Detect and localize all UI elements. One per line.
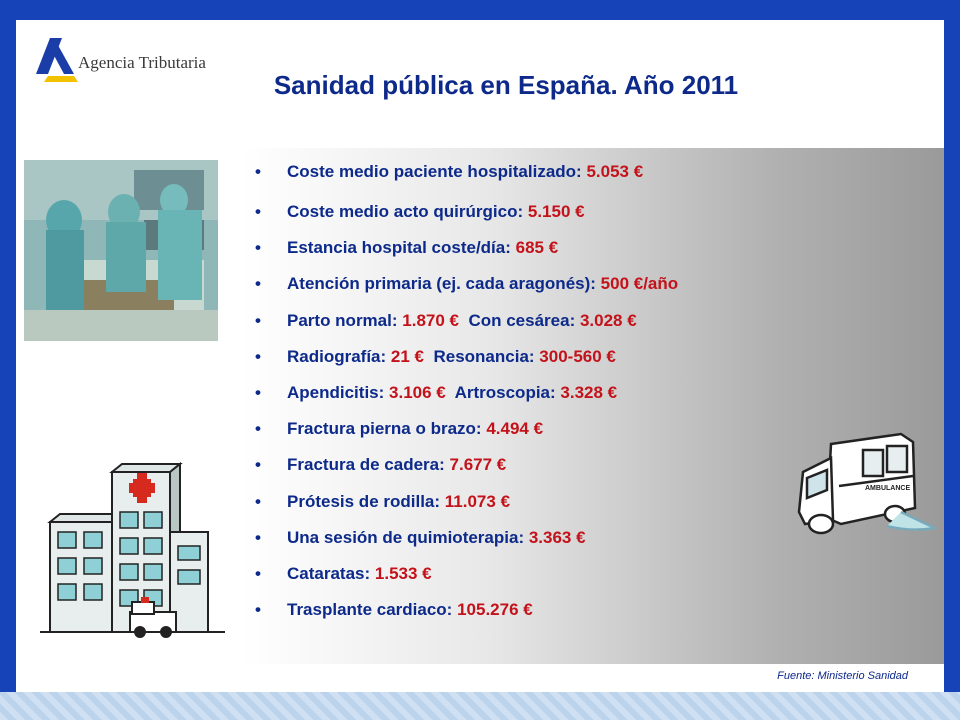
- page-title: Sanidad pública en España. Año 2011: [273, 70, 739, 100]
- bullet: •: [255, 491, 261, 511]
- bullet: •: [255, 202, 261, 221]
- item-value: 3.328 €: [560, 382, 618, 402]
- item-label: Parto normal:: [287, 310, 398, 330]
- logo-text: Agencia Tributaria: [78, 53, 206, 72]
- hospital-building-icon: [30, 442, 230, 642]
- item-value: 3.363 €: [528, 527, 586, 547]
- bullet: •: [255, 162, 261, 181]
- item-label: Con cesárea:: [468, 310, 576, 330]
- item-label: Coste medio paciente hospitalizado:: [287, 162, 582, 181]
- item-label: Prótesis de rodilla:: [287, 491, 441, 511]
- item-value: 7.677 €: [449, 455, 507, 475]
- operating-room-photo: [24, 160, 218, 341]
- item-label: Resonancia:: [433, 346, 535, 366]
- item-value: 300-560 €: [539, 346, 616, 366]
- cost-list: [255, 162, 678, 636]
- bullet: •: [255, 455, 261, 475]
- item-label: Cataratas:: [287, 563, 371, 583]
- item-label: Artroscopia:: [454, 382, 556, 402]
- ambulance-label: AMBULANCE: [865, 485, 911, 492]
- item-label: Estancia hospital coste/día:: [287, 238, 511, 258]
- list-item: [255, 202, 678, 238]
- item-value: 4.494 €: [486, 419, 544, 439]
- item-value: 11.073 €: [444, 491, 511, 511]
- list-item: [255, 455, 678, 491]
- list-item: [255, 600, 678, 636]
- list-item: [255, 238, 678, 274]
- item-label: Atención primaria (ej. cada aragonés):: [287, 274, 596, 294]
- list-item: [255, 274, 678, 310]
- bullet: •: [255, 310, 261, 330]
- item-value: 21 €: [390, 346, 425, 366]
- item-value: 1.533 €: [374, 563, 432, 583]
- item-value: 3.106 €: [389, 382, 446, 402]
- bullet: •: [255, 238, 261, 258]
- item-value: 5.053 €: [586, 162, 644, 181]
- bullet: •: [255, 600, 261, 620]
- bullet: •: [255, 382, 261, 402]
- list-item: [255, 347, 678, 383]
- list-item: [255, 492, 678, 528]
- item-value: 105.276 €: [457, 600, 533, 620]
- item-label: Fractura pierna o brazo:: [287, 419, 482, 439]
- list-item: [255, 419, 678, 455]
- item-label: Una sesión de quimioterapia:: [287, 527, 525, 547]
- list-item: [255, 564, 678, 600]
- bullet: •: [255, 346, 261, 366]
- item-value: 500 €/año: [600, 274, 679, 294]
- item-label: Coste medio acto quirúrgico:: [287, 202, 524, 221]
- item-label: Trasplante cardiaco:: [287, 600, 453, 620]
- list-item: [255, 162, 678, 202]
- bullet: •: [255, 527, 261, 547]
- source-note: Fuente: Ministerio Sanidad: [777, 670, 908, 682]
- item-label: Apendicitis:: [287, 382, 385, 402]
- ambulance-icon: [791, 428, 936, 538]
- list-item: [255, 383, 678, 419]
- item-label: Radiografía:: [287, 346, 387, 366]
- item-label: Fractura de cadera:: [287, 455, 445, 475]
- bullet: •: [255, 419, 261, 439]
- slide: [16, 20, 944, 692]
- item-value: 685 €: [515, 238, 559, 258]
- item-value: 1.870 €: [402, 310, 459, 330]
- bullet: •: [255, 274, 261, 294]
- bottom-decorative-strip: [0, 692, 960, 720]
- bullet: •: [255, 563, 261, 583]
- item-value: 5.150 €: [527, 202, 585, 221]
- cost-list-panel: [241, 148, 944, 664]
- item-value: 3.028 €: [579, 310, 637, 330]
- list-item: [255, 311, 678, 347]
- list-item: [255, 528, 678, 564]
